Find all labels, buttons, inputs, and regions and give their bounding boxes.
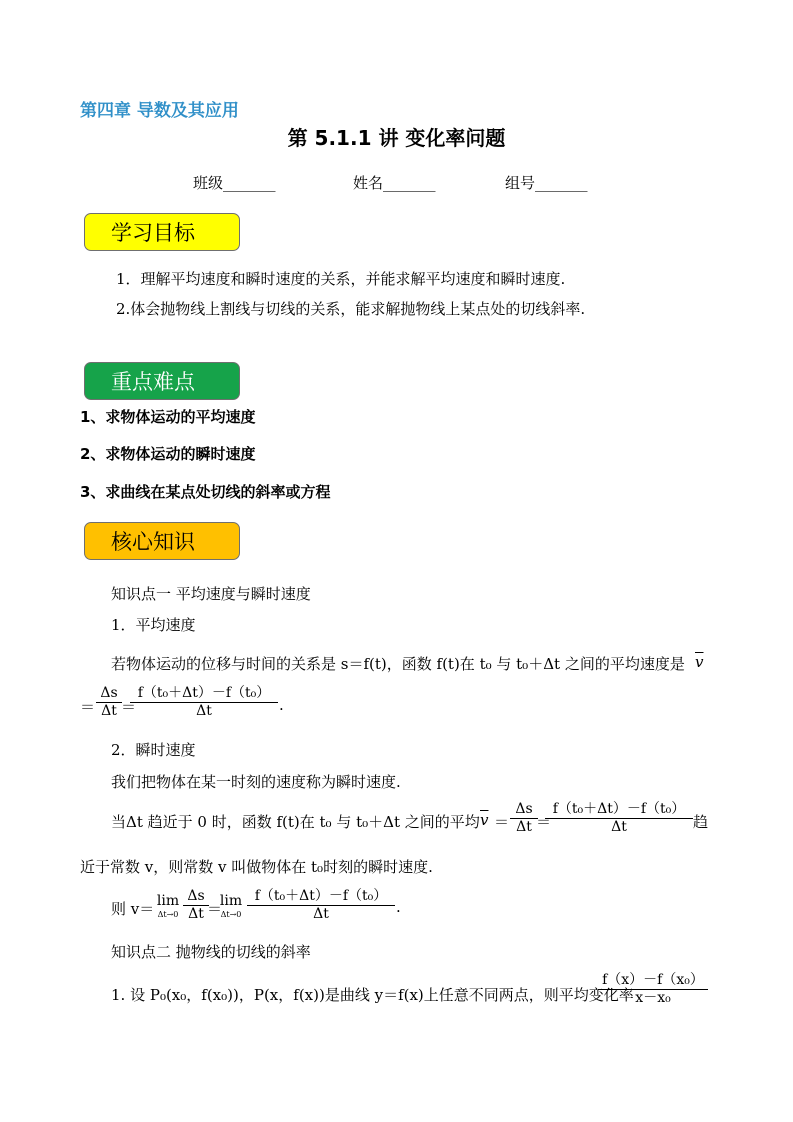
secant-slope-text: 1. 设 P₀(x₀，f(x₀))，P(x，f(x))是曲线 y＝f(x)上任意不同两点，则平均变化率 (111, 986, 634, 1004)
key-point-item: 3、求曲线在某点处切线的斜率或方程 (80, 483, 331, 501)
core-knowledge-banner: 核心知识 (84, 522, 240, 560)
period: . (396, 898, 401, 916)
knowledge-point-2-heading: 知识点二 抛物线的切线的斜率 (111, 943, 311, 961)
v-bar-symbol: $\overline{v}$ (480, 811, 489, 829)
period: . (279, 696, 284, 714)
limit-operator (153, 893, 183, 920)
v-bar-symbol: $\overline{v}$ (695, 653, 704, 671)
group-field: 组号_______ (505, 174, 588, 192)
fraction-denominator: Δt (196, 703, 212, 719)
ds-dt-fraction (96, 685, 122, 720)
fraction-denominator: x－x₀ (635, 990, 671, 1006)
fraction-numerator: Δs (515, 801, 533, 817)
knowledge-point-1-heading: 知识点一 平均速度与瞬时速度 (111, 585, 311, 603)
instant-speed-subheading: 2．瞬时速度 (111, 741, 196, 759)
average-speed-subheading: 1．平均速度 (111, 616, 196, 634)
instant-speed-definition: 我们把物体在某一时刻的速度称为瞬时速度. (111, 773, 401, 791)
equals-sign: ＝ (536, 813, 552, 831)
lim-label: lim (219, 893, 243, 909)
learning-goals-banner: 学习目标 (84, 213, 240, 251)
difference-quotient-fraction (247, 888, 395, 923)
fraction-numerator: f（t₀＋Δt）－f（t₀） (552, 801, 686, 817)
fraction-numerator: Δs (187, 888, 205, 904)
class-field: 班级_______ (193, 174, 276, 192)
instant-speed-text-tail: 趋 (693, 813, 709, 831)
equals-sign: ＝ (121, 698, 137, 716)
instant-speed-text: 当Δt 趋近于 0 时，函数 f(t)在 t₀ 与 t₀＋Δt 之间的平均 (111, 813, 480, 831)
fraction-numerator: f（x）－f（x₀） (602, 972, 704, 988)
equals-sign: ＝ (494, 813, 510, 831)
fraction-numerator: f（t₀＋Δt）－f（t₀） (137, 685, 271, 701)
equals-sign: ＝ (80, 698, 96, 716)
fraction-numerator: Δs (100, 685, 118, 701)
difference-quotient-fraction (545, 801, 693, 836)
chapter-heading: 第四章 导数及其应用 (80, 101, 239, 121)
equals-sign: ＝ (207, 900, 223, 918)
key-point-item: 2、求物体运动的瞬时速度 (80, 445, 256, 463)
limit-operator (216, 893, 246, 920)
name-field: 姓名_______ (353, 174, 436, 192)
average-speed-text: 若物体运动的位移与时间的关系是 s＝f(t)，函数 f(t)在 t₀ 与 t₀＋Δt 之间的平均速度是 (111, 655, 685, 673)
fraction-denominator: Δt (313, 906, 329, 922)
fraction-denominator: Δt (516, 819, 532, 835)
lim-subscript: Δt→0 (157, 910, 179, 919)
goal-item: 2.体会抛物线上割线与切线的关系，能求解抛物线上某点处的切线斜率. (116, 300, 586, 318)
ds-dt-fraction (510, 801, 538, 836)
fraction-denominator: Δt (101, 703, 117, 719)
lim-subscript: Δt→0 (220, 910, 242, 919)
fraction-denominator: Δt (611, 819, 627, 835)
page-title: 第 5.1.1 讲 变化率问题 (287, 126, 506, 150)
key-point-item: 1、求物体运动的平均速度 (80, 408, 256, 426)
lim-label: lim (156, 893, 180, 909)
fraction-numerator: f（t₀＋Δt）－f（t₀） (254, 888, 388, 904)
key-points-banner: 重点难点 (84, 362, 240, 400)
fraction-denominator: Δt (188, 906, 204, 922)
ds-dt-fraction (183, 888, 209, 923)
difference-quotient-fraction (130, 685, 278, 720)
instant-speed-conclusion: 近于常数 v，则常数 v 叫做物体在 t₀时刻的瞬时速度. (80, 858, 433, 876)
average-rate-fraction (598, 972, 708, 1007)
goal-item: 1．理解平均速度和瞬时速度的关系，并能求解平均速度和瞬时速度. (116, 270, 566, 288)
then-v-equals: 则 v＝ (111, 900, 155, 918)
